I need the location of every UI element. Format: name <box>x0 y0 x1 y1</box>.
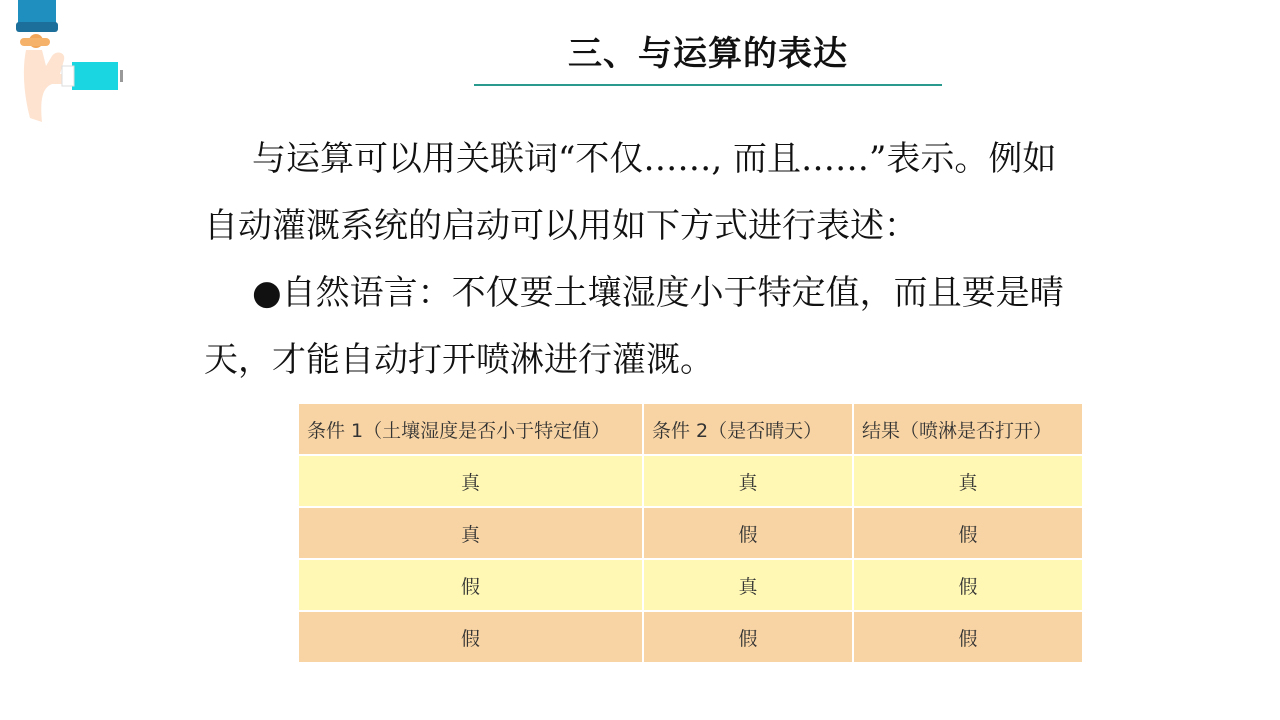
title-underline <box>474 84 942 86</box>
truth-table <box>297 402 1084 664</box>
table-header-row <box>298 403 1083 455</box>
table-cell: 假 <box>853 611 1083 663</box>
paragraph-1-line-2: 自动灌溉系统的启动可以用如下方式进行表述： <box>204 206 918 246</box>
table-cell: 真 <box>643 455 853 507</box>
usb-hand-logo <box>12 0 132 125</box>
table-row <box>298 611 1083 663</box>
table-cell: 真 <box>853 455 1083 507</box>
table-cell: 假 <box>643 611 853 663</box>
table-row <box>298 507 1083 559</box>
paragraph-1-line-1: 与运算可以用关联词“不仅……, 而且……”表示。例如 <box>252 139 1057 179</box>
body-text <box>204 126 1174 394</box>
table-row <box>298 455 1083 507</box>
header-condition-2: 条件 2（是否晴天） <box>643 403 853 455</box>
table-cell: 假 <box>298 611 643 663</box>
table-cell: 真 <box>298 507 643 559</box>
table-row <box>298 559 1083 611</box>
usb-hand-icon <box>12 0 132 125</box>
paragraph-2-line-2: 天，才能自动打开喷淋进行灌溉。 <box>204 340 714 380</box>
table-cell: 假 <box>853 507 1083 559</box>
bullet-icon: ● <box>252 273 282 313</box>
slide-title: 三、与运算的表达 <box>568 34 848 74</box>
table-cell: 真 <box>298 455 643 507</box>
paragraph-2-line-1 <box>204 260 1174 327</box>
table-cell: 假 <box>643 507 853 559</box>
header-result: 结果（喷淋是否打开） <box>853 403 1083 455</box>
table-cell: 真 <box>643 559 853 611</box>
paragraph-2-text: 自然语言：不仅要土壤湿度小于特定值，而且要是晴 <box>281 273 1064 313</box>
header-condition-1: 条件 1（土壤湿度是否小于特定值） <box>298 403 643 455</box>
table-cell: 假 <box>853 559 1083 611</box>
table-cell: 假 <box>298 559 643 611</box>
